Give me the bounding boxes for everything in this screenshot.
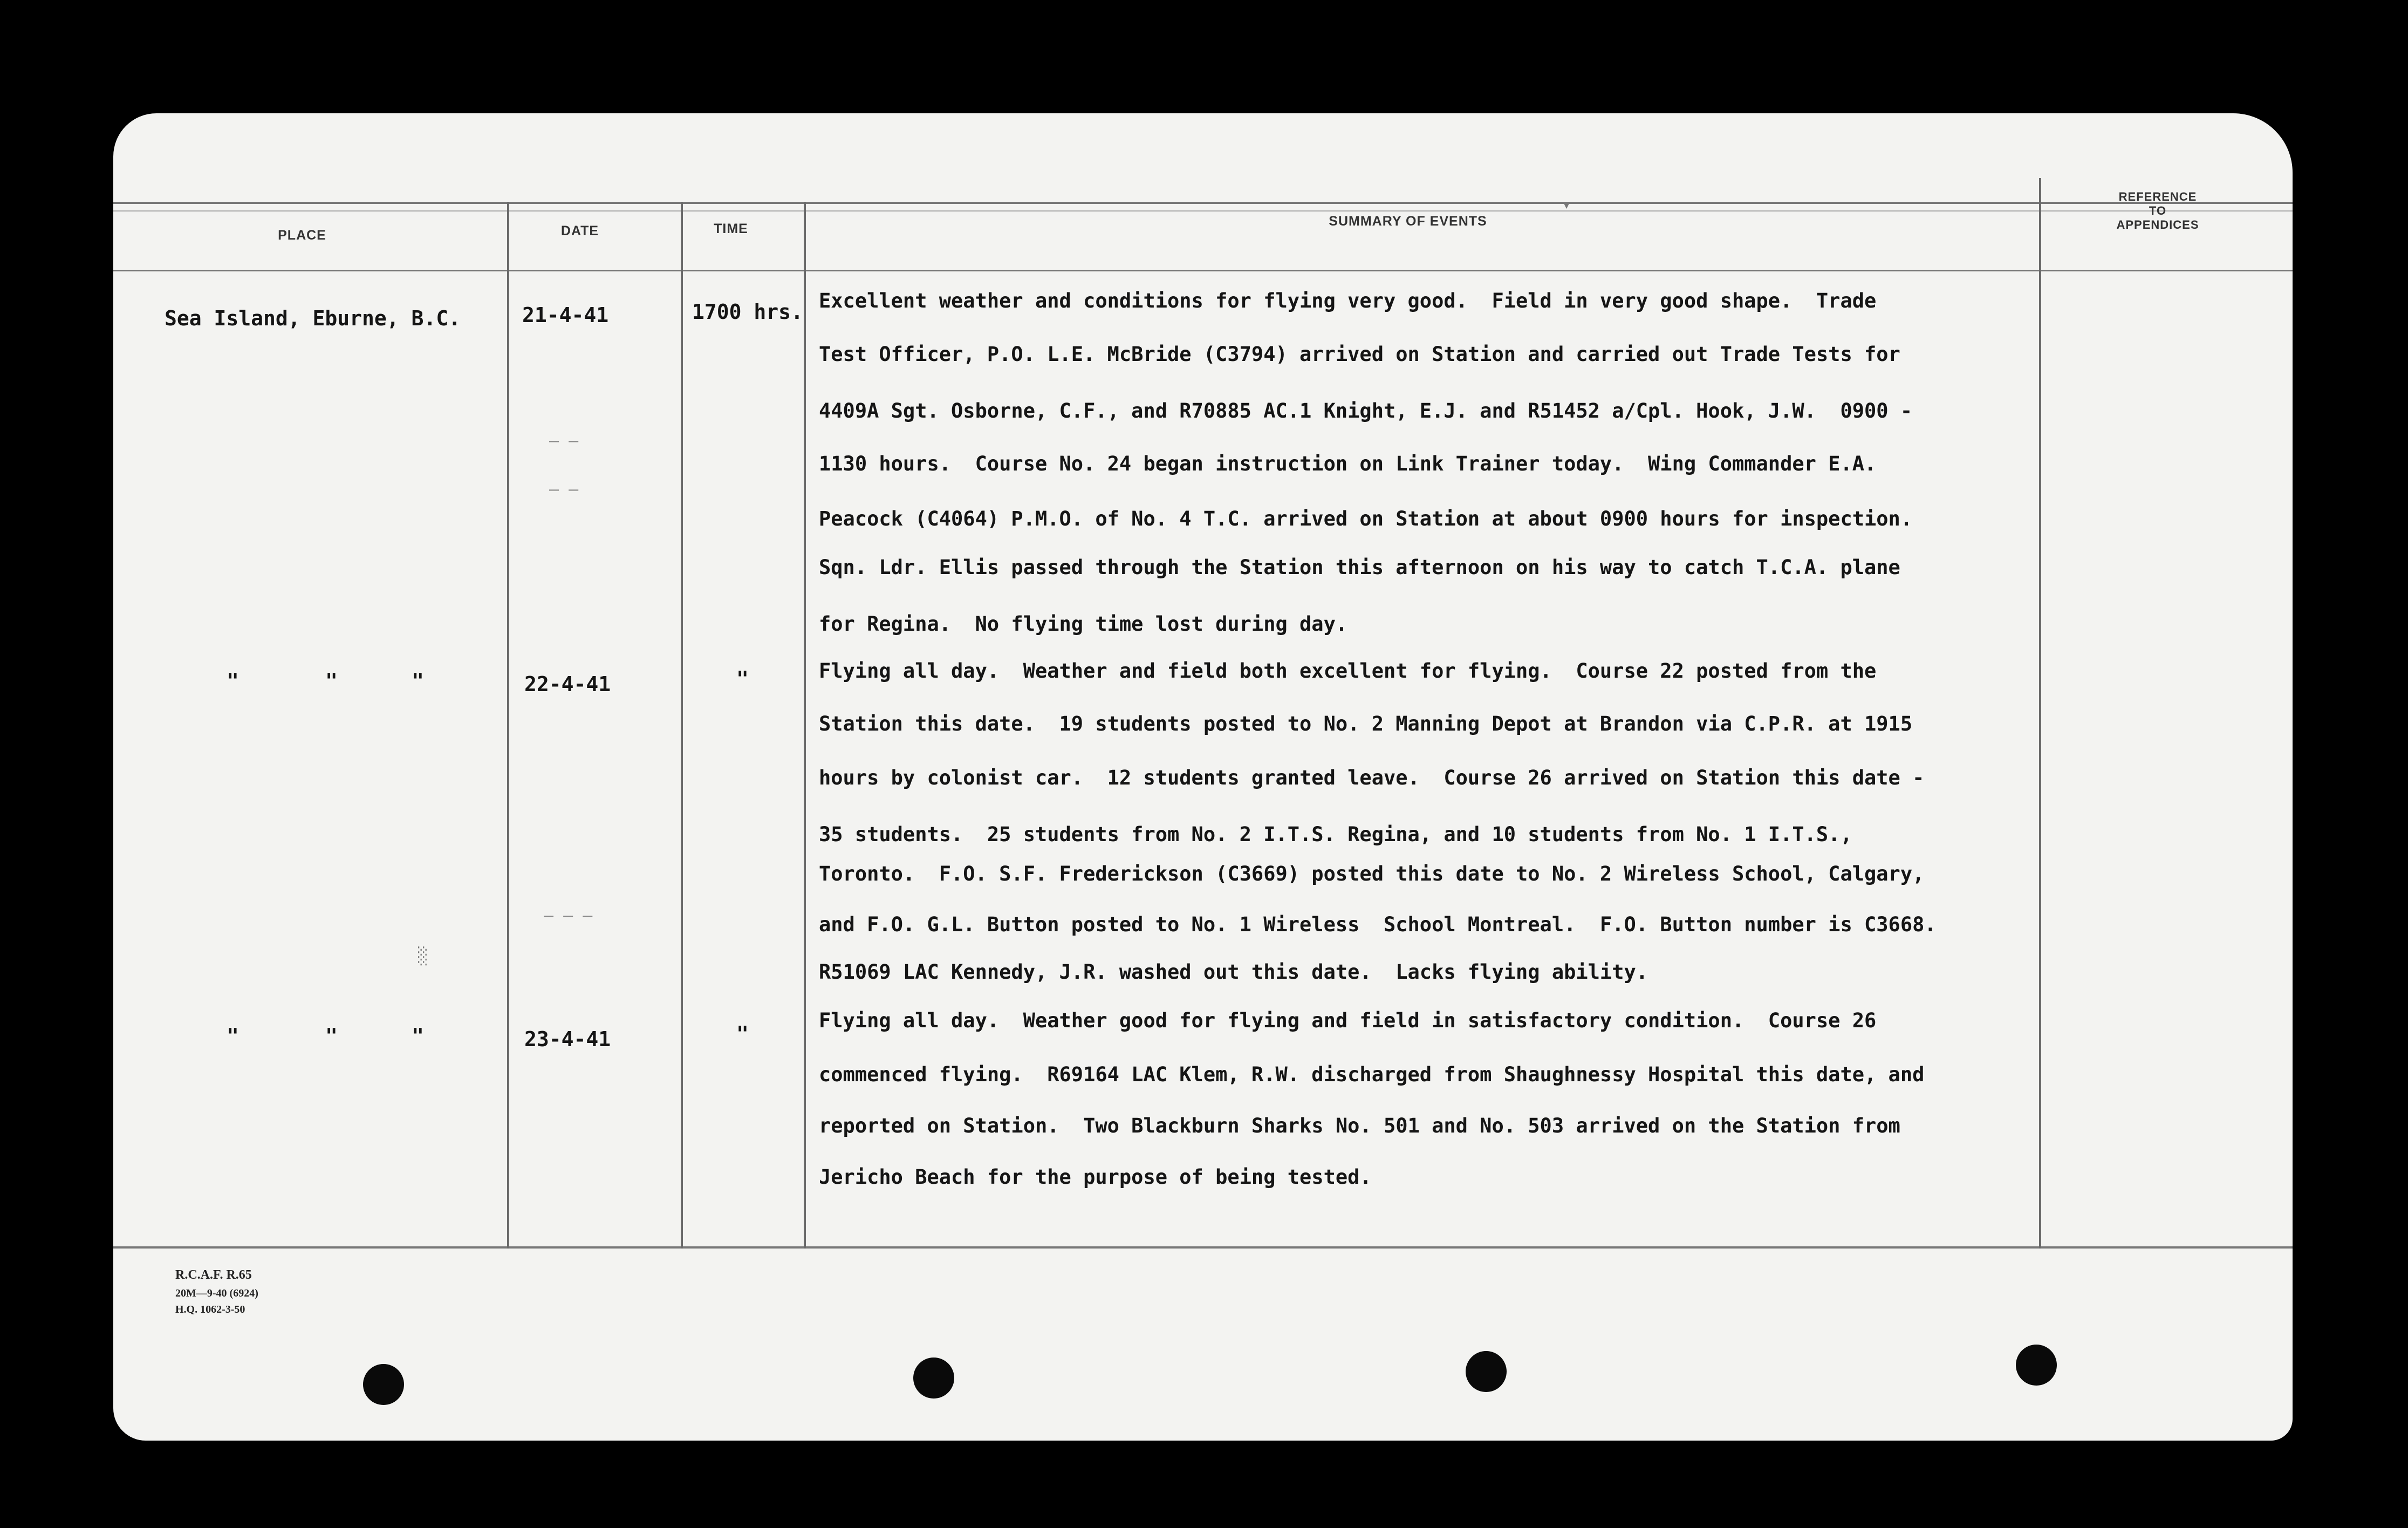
header-rule — [113, 270, 2293, 271]
divider-time-summary — [804, 202, 806, 1249]
faint-mark: ░ — [418, 947, 428, 966]
binder-hole — [363, 1364, 404, 1405]
divider-summary-reference — [2039, 178, 2041, 1249]
summary-line: Toronto. F.O. S.F. Frederickson (C3669) posted this date to No. 2 Wireless School, Calgary, — [819, 862, 1925, 885]
form-number: R.C.A.F. R.65 — [175, 1268, 252, 1282]
binder-hole — [913, 1358, 954, 1399]
header-summary: SUMMARY OF EVENTS — [1329, 214, 1487, 229]
faint-mark: — — — [549, 432, 579, 451]
summary-line: R51069 LAC Kennedy, J.R. washed out this date. Lacks flying ability. — [819, 960, 1648, 984]
summary-line: 1130 hours. Course No. 24 began instruction on Link Trainer today. Wing Commander E.A. — [819, 452, 1877, 475]
summary-line: Test Officer, P.O. L.E. McBride (C3794) arrived on Station and carried out Trade Tests for — [819, 343, 1900, 366]
summary-line: hours by colonist car. 12 students granted leave. Course 26 arrived on Station this date - — [819, 766, 1925, 789]
faint-mark: ▾ — [1562, 195, 1572, 214]
binder-hole — [2016, 1345, 2057, 1386]
summary-line: Sqn. Ldr. Ellis passed through the Station this afternoon on his way to catch T.C.A. plane — [819, 556, 1900, 579]
summary-line: Station this date. 19 students posted to No. 2 Manning Depot at Brandon via C.P.R. at 1915 — [819, 712, 1913, 735]
summary-line: 4409A Sgt. Osborne, C.F., and R70885 AC.1 Knight, E.J. and R51452 a/Cpl. Hook, J.W. 0900 - — [819, 399, 1913, 422]
summary-line: reported on Station. Two Blackburn Sharks No. 501 and No. 503 arrived on the Station from — [819, 1114, 1900, 1137]
faint-mark: — — — — [544, 906, 593, 925]
summary-line: for Regina. No flying time lost during day. — [819, 612, 1348, 636]
summary-line: 35 students. 25 students from No. 2 I.T.S. Regina, and 10 students from No. 1 I.T.S., — [819, 823, 1852, 846]
form-hq-code: H.Q. 1062-3-50 — [175, 1304, 245, 1315]
entry-place: " " " — [227, 669, 425, 693]
header-time: TIME — [714, 221, 748, 236]
entry-date: 22-4-41 — [524, 672, 611, 696]
header-reference — [2055, 190, 2260, 232]
summary-line: Excellent weather and conditions for flying very good. Field in very good shape. Trade — [819, 289, 1877, 312]
entry-place: " " " — [227, 1024, 425, 1048]
header-place: PLACE — [278, 228, 326, 243]
top-rule-inner — [113, 210, 2293, 212]
faint-mark: — — — [549, 480, 579, 499]
entry-date: 21-4-41 — [522, 303, 609, 327]
divider-date-time — [681, 202, 683, 1249]
summary-line: Flying all day. Weather and field both excellent for flying. Course 22 posted from the — [819, 659, 1877, 683]
entry-date: 23-4-41 — [524, 1027, 611, 1051]
form-print-code: 20M—9-40 (6924) — [175, 1287, 258, 1299]
divider-place-date — [507, 202, 509, 1249]
bottom-rule — [113, 1246, 2293, 1249]
header-reference-line: REFERENCE — [2118, 190, 2197, 203]
summary-line: Jericho Beach for the purpose of being tested. — [819, 1165, 1372, 1189]
summary-line: Flying all day. Weather good for flying and field in satisfactory condition. Course 26 — [819, 1009, 1877, 1032]
summary-line: commenced flying. R69164 LAC Klem, R.W. discharged from Shaughnessy Hospital this date, and — [819, 1063, 1925, 1086]
entry-time: " — [736, 1022, 749, 1046]
header-reference-line: APPENDICES — [2116, 218, 2199, 231]
header-reference-line: TO — [2149, 204, 2167, 217]
entry-place: Sea Island, Eburne, B.C. — [165, 306, 461, 330]
entry-time: 1700 hrs. — [692, 300, 803, 324]
entry-time: " — [736, 667, 749, 691]
summary-line: Peacock (C4064) P.M.O. of No. 4 T.C. arrived on Station at about 0900 hours for inspection. — [819, 507, 1913, 530]
header-date: DATE — [560, 223, 599, 238]
binder-hole — [1466, 1351, 1507, 1392]
summary-line: and F.O. G.L. Button posted to No. 1 Wireless School Montreal. F.O. Button number is C3668. — [819, 913, 1937, 936]
top-rule — [113, 202, 2293, 204]
